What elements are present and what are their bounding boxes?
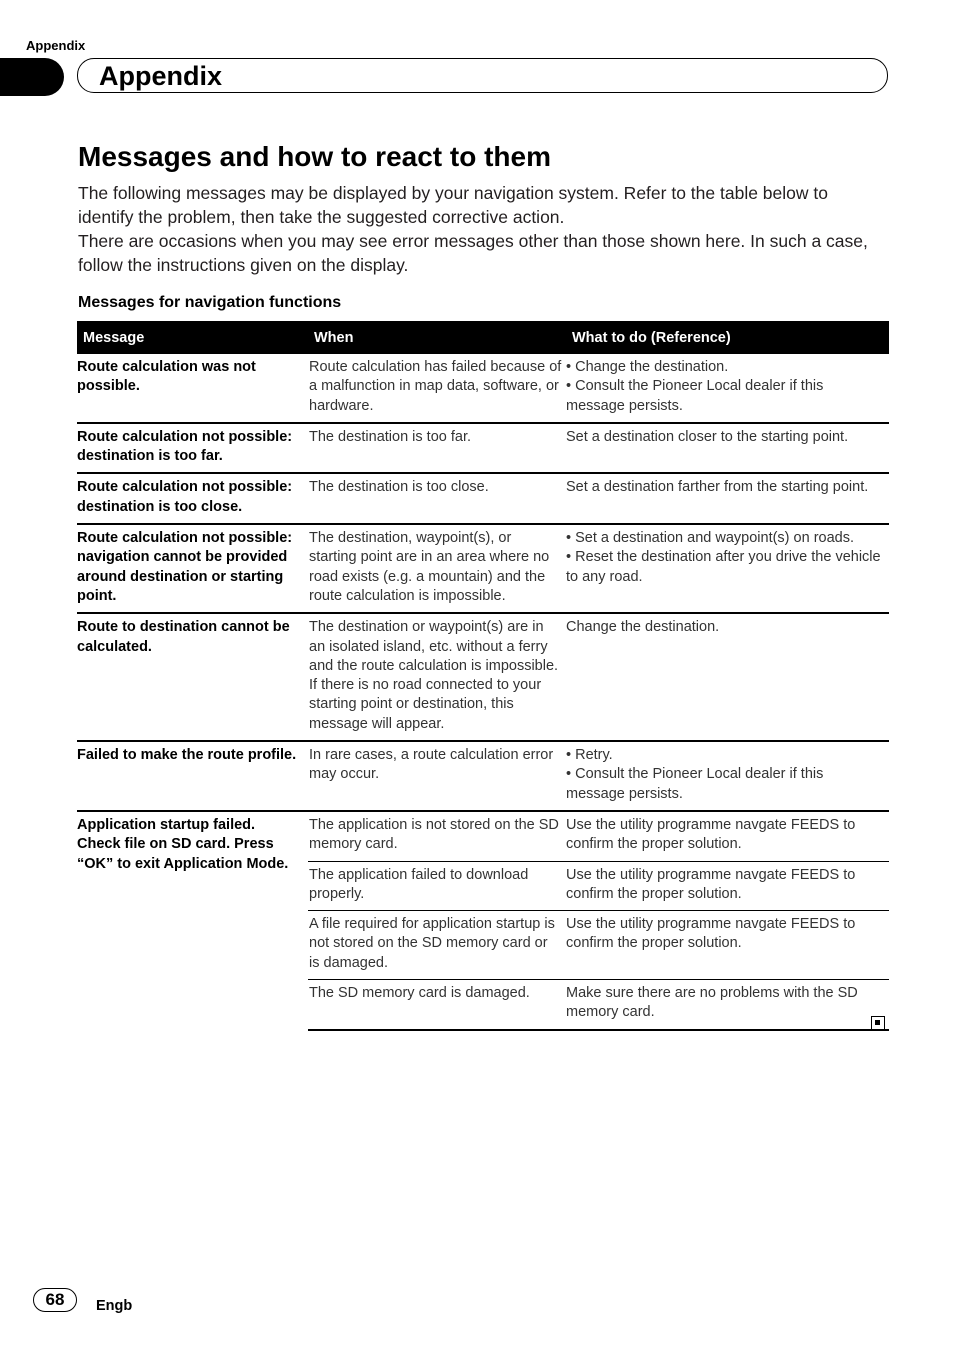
action-item: • Set a destination and waypoint(s) on roads.	[566, 530, 854, 547]
when-cell: The destination or waypoint(s) are in an isolated island, etc. without a ferry and the route calculation is impossible. If there is no road connected to your starting point or destination, this message will appear.	[308, 613, 566, 741]
action-item: Change the destination.	[566, 619, 720, 636]
action-item: • Reset the destination after you drive the vehicle to any road.	[566, 549, 881, 585]
message-cell: Route calculation not possible: destination is too close.	[77, 473, 308, 524]
table-title: Messages for navigation functions	[78, 294, 342, 311]
message-cell: Route to destination cannot be calculated.	[77, 613, 308, 741]
page-title: Messages and how to react to them	[78, 141, 551, 172]
when-cell: The SD memory card is damaged.	[308, 980, 566, 1030]
when-cell: The application is not stored on the SD memory card.	[308, 811, 566, 861]
column-header-what-to-do: What to do (Reference)	[566, 321, 889, 354]
table-row	[77, 811, 889, 861]
messages-table	[77, 321, 889, 1031]
what-to-do-cell	[566, 613, 889, 741]
table-header-row	[77, 321, 889, 354]
table-row	[77, 423, 889, 474]
section-header	[77, 58, 888, 93]
intro-text	[78, 181, 888, 277]
what-to-do-cell	[566, 423, 889, 474]
what-to-do-cell	[566, 524, 889, 613]
when-cell: The destination is too close.	[308, 473, 566, 524]
intro-paragraph: There are occasions when you may see error messages other than those shown here. In such a case, follow the instructions given on the display.	[78, 231, 868, 275]
action-item: • Consult the Pioneer Local dealer if this message persists.	[566, 378, 824, 414]
page-number: 68	[33, 1288, 77, 1312]
what-to-do-cell	[566, 354, 889, 423]
what-to-do-cell	[566, 741, 889, 811]
column-header-when: When	[308, 321, 566, 354]
intro-paragraph: The following messages may be displayed by your navigation system. Refer to the table below to identify the problem, then take the suggested corrective action.	[78, 183, 828, 227]
action-item: • Retry.	[566, 747, 613, 764]
language-code: Engb	[96, 1298, 133, 1314]
what-to-do-cell: Use the utility programme navgate FEEDS to confirm the proper solution.	[566, 911, 889, 980]
table-row	[77, 473, 889, 524]
section-title: Appendix	[99, 61, 223, 91]
when-cell: A file required for application startup is not stored on the SD memory card or is damaged.	[308, 911, 566, 980]
action-item: • Consult the Pioneer Local dealer if this message persists.	[566, 766, 824, 802]
table-row	[77, 524, 889, 613]
message-cell: Route calculation not possible: navigation cannot be provided around destination or starting point.	[77, 524, 308, 613]
when-cell: Route calculation has failed because of a malfunction in map data, software, or hardware.	[309, 359, 562, 414]
what-to-do-cell	[566, 473, 889, 524]
what-to-do-cell: Make sure there are no problems with the SD memory card.	[566, 980, 889, 1030]
table-row	[77, 741, 889, 811]
running-head: Appendix	[26, 38, 86, 53]
when-cell: The destination is too far.	[308, 423, 566, 474]
what-to-do-cell: Use the utility programme navgate FEEDS to confirm the proper solution.	[566, 811, 889, 861]
message-cell: Failed to make the route profile.	[77, 741, 308, 811]
message-cell: Route calculation not possible: destination is too far.	[77, 423, 308, 474]
section-tab-marker	[0, 58, 64, 96]
table-row	[77, 613, 889, 741]
when-cell: The destination, waypoint(s), or starting point are in an area where no road exists (e.g. a mountain) and the route calculation is impossible.	[308, 524, 566, 613]
when-cell: The application failed to download properly.	[308, 861, 566, 911]
column-header-message: Message	[77, 321, 308, 354]
action-item: Set a destination closer to the starting point.	[566, 428, 849, 445]
table-row	[77, 354, 889, 423]
message-cell: Route calculation was not possible.	[77, 359, 256, 395]
what-to-do-cell: Use the utility programme navgate FEEDS to confirm the proper solution.	[566, 861, 889, 911]
action-item: Set a destination farther from the starting point.	[566, 479, 869, 496]
when-cell: In rare cases, a route calculation error may occur.	[308, 741, 566, 811]
message-cell: Application startup failed. Check file on SD card. Press “OK” to exit Application Mode.	[77, 811, 308, 1030]
action-item: • Change the destination.	[566, 359, 729, 375]
end-of-section-icon	[871, 1016, 885, 1030]
